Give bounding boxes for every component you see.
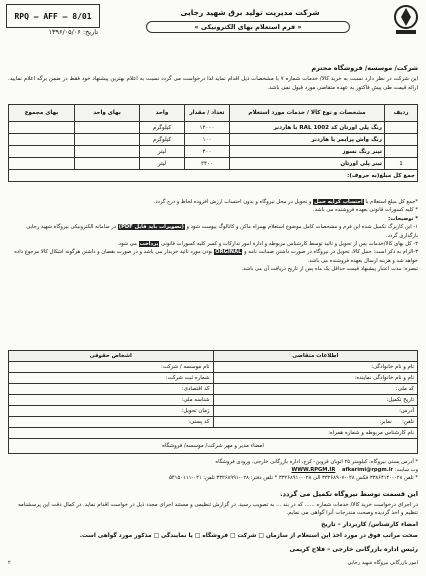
total-row [9, 170, 418, 182]
col-unit-price: بهای واحد [75, 105, 140, 122]
website-link[interactable]: WWW.RPGM.IR [291, 467, 336, 473]
row-unit: کیلوگرم [140, 134, 185, 146]
department-head: رئیس اداره بازرگانی خارجی – فلاح کریمی [289, 546, 418, 553]
table-row [9, 146, 418, 158]
page-number: ۲ [8, 560, 11, 566]
web-email-line [8, 466, 418, 474]
contact-section [8, 458, 418, 482]
supplier-header: اطلاعات متقاضی [213, 351, 418, 362]
form-title: « فرم استعلام بهای الکترونیکی » [146, 21, 350, 33]
intro-paragraph: این شرکت در نظر دارد نسبت به خرید کالا/ خدمات شماره ۷ با مشخصات ذیل اقدام نماید لذا درخواست می گردد نسبت به اعلام بهترین پیشنهاد خود فقط در ضمن برگه اعلام نمایید. ارائه قیمت طی پیش فاکتور به عهده متقاضی مورد قبول نمی باشد. [8, 76, 418, 91]
signature-field[interactable]: امضاء مدیر و مهر شرکت/ موسسه/ فروشگاه [9, 439, 418, 454]
note-shipping [8, 198, 418, 206]
completion-text: در اجرای درخواست خرید کالا/ خدمات شماره ...... که در بند ... به تصویب رسید. در گزارش تنظیمی و مستند اجرای مجدد ذیل در خواست اقدام نماید. در کمال دقت این پرسشنامه تنظیم و اخذ گردیده وصحت مندرجات آنرا گواهی می نمایم. [18, 502, 418, 516]
approval-statement: صحت مراتب فوق در مورد اخذ این استعلام از سازمان □ شرکت □ فروشگاه □ یا نمایندگی □ مذکور مورد گواهی است. [79, 533, 418, 539]
responsible-person-field[interactable]: نام کارشناس مربوطه و شماره همراه: [9, 428, 418, 439]
row-description: رنگ پلی اورتان کد RAL 1002 با هاردنر [230, 122, 385, 134]
row-unit-price[interactable] [75, 122, 140, 134]
date-label: تاریخ: [82, 28, 98, 36]
row-quantity: ۱۴۰۰۰ [185, 122, 230, 134]
footer [8, 560, 418, 566]
email-link[interactable]: afkarimi@rpgm.ir [341, 467, 394, 473]
row-index [385, 122, 418, 134]
info-row [9, 395, 418, 406]
row-unit-price[interactable] [75, 134, 140, 146]
reg-no-field[interactable]: شماره ثبت شرکت: [9, 373, 214, 384]
row-unit-price[interactable] [75, 158, 140, 170]
note-highlight: احتساب کرایه حمل [314, 199, 363, 205]
postal-address: * آدرس پستی نیروگاه: کیلومتر ۲۵ اتوبان قزوین- کرج، اداره بازرگانی خارجی، ورودی فروشگاه [215, 459, 418, 465]
phone-field[interactable] [213, 417, 418, 428]
delivery-time-field[interactable]: زمان تحویل: [9, 406, 214, 417]
row-quantity: ۱۰۰ [185, 134, 230, 146]
row-index [385, 134, 418, 146]
col-description: مشخصات و نوع کالا / خدمات مورد استعلام [230, 105, 385, 122]
economic-code-field[interactable]: کد اقتصادی: [9, 384, 214, 395]
note-text: در سامانه الکترونیکی نیروگاه شهید رجایی بارگذاری گردد. [26, 224, 418, 239]
fax-label: نمابر: [379, 419, 392, 425]
notes-title-text: * توضیحات: [388, 215, 418, 222]
total-in-words-label[interactable]: جمع کل مبلغ(به حروف): [9, 170, 418, 182]
address-field[interactable]: آدرس: [213, 406, 418, 417]
note-highlight: ORGINAL [215, 249, 242, 256]
completion-title: این قسمت توسط نیروگاه تکمیل می گردد. [280, 490, 418, 498]
info-row [9, 439, 418, 454]
note-validity: تبصره: مدت اعتبار پیشنهاد قیمت حداقل یک ماه پس از تاریخ دریافت آن می باشد. [241, 266, 418, 273]
row-description: رنگ واش پرایمر با هاردنر [230, 134, 385, 146]
row-unit-price[interactable] [75, 146, 140, 158]
info-row [9, 373, 418, 384]
row-description: تینر رنگ نسوز [230, 146, 385, 158]
row-unit: لیتر [140, 158, 185, 170]
row-description: تینر پلی اورتان [230, 158, 385, 170]
info-row [9, 406, 418, 417]
note-text: ۳-الزام به ذکر است: حمل کالا، تحویل در نیروگاه در صورت داشتن ضمانت نامه و [242, 249, 418, 256]
note-2 [8, 240, 418, 248]
col-unit: واحد [140, 105, 185, 122]
rep-name-field[interactable]: نام و نام خانوادگی نماینده: [213, 373, 418, 384]
note-text: *جمع کل مبلغ استعلام با [363, 199, 418, 205]
items-header-row [9, 105, 418, 122]
row-quantity: ۴۰۰ [185, 146, 230, 158]
phone-label: تلفن: [402, 419, 414, 425]
header [6, 4, 420, 60]
info-row [9, 417, 418, 428]
row-unit: کیلوگرم [140, 122, 185, 134]
info-row [9, 384, 418, 395]
row-unit: لیتر [140, 146, 185, 158]
postal-code-field[interactable]: کد پستی: [9, 417, 214, 428]
legal-entity-header: اشخاص حقوقی [9, 351, 214, 362]
row-total-price[interactable] [9, 146, 75, 158]
national-code-field[interactable]: کد ملی: [213, 384, 418, 395]
form-date [6, 28, 98, 42]
info-row [9, 428, 418, 439]
table-row [9, 122, 418, 134]
row-total-price[interactable] [9, 134, 75, 146]
row-total-price[interactable] [9, 158, 75, 170]
note-text: می شود. [117, 241, 139, 248]
national-id-field[interactable]: شناسه ملی: [9, 395, 214, 406]
note-text: و تحویل در محل نیروگاه و بدون احتساب ارزش افزوده لحاظ و درج گردد. [153, 199, 314, 205]
web-label: وب سایت: [394, 467, 418, 473]
footer-company: امور بازرگانی نیروگاه شهید رجایی [347, 560, 418, 566]
note-text: ۲- کل بهای کالا/خدمات پس از تحویل و تائید توسط کارشناس مربوطه و اداره امور تدارکات و کسر کلیه کسورات قانونی [159, 241, 418, 248]
note-highlight: (تصویرات باید فایل PDF) [118, 224, 184, 231]
salutation: شرکت/ موسسه/ فروشگاه محترم [311, 64, 418, 72]
row-quantity: ۳۴۰۰ [185, 158, 230, 170]
col-quantity: تعداد / مقدار [185, 105, 230, 122]
note-1 [8, 223, 418, 240]
info-header-row [9, 351, 418, 362]
completion-date-field[interactable]: تاریخ تکمیل: [213, 395, 418, 406]
notes-title [8, 215, 418, 223]
phone-line: * تلفن ۰۲۸-۳۳۸۶۴۱۴۰ فکس ۰۲۸-۳۳۲۶۸۹۰۷ الی ۰۲۸-۳۳۲۶۸۹۱۰ * تلفن دفتر: ۰۲۸-۳۳۲۶۸۹۹۱ تلفن: ۰۲۱-۵۴۱۵۰۱۱۱ [169, 475, 418, 481]
table-row [9, 158, 418, 170]
note-3 [8, 248, 418, 265]
company-logo-icon [392, 4, 420, 36]
name-field[interactable]: نام و نام خانوادگی: [213, 362, 418, 373]
date-value: ۱۳۹۶/۰۵/۰۶ [48, 28, 81, 36]
note-text: ۱- این کاربرگ تکمیل شده این فرم و مشخصات کامل موضوع استعلام بهمراه ماکن و کاتالوگ پیوست شود و [184, 224, 418, 231]
row-index: 1 [385, 158, 418, 170]
note-text: بودن مورد تائید خریدار می باشد و در صورت نقصان و داشتن هرگونه اشکال کالا مرجوع داده خواهد شد و هزینه ارسال بعهده فروشنده می باشد. [14, 249, 418, 264]
info-row [9, 362, 418, 373]
expert-signature: امضاء کارشناس/ کاربردار – تاریخ [321, 521, 418, 528]
supplier-info-table [8, 350, 418, 454]
col-index: ردیف [385, 105, 418, 122]
table-row [9, 134, 418, 146]
company-name-field[interactable]: نام موسسه / شرکت: [9, 362, 214, 373]
company-name: شرکت مدیریت تولید برق شهید رجایی [180, 8, 320, 17]
row-total-price[interactable] [9, 122, 75, 134]
items-table [8, 104, 418, 182]
col-total-price: بهای مجموع [9, 105, 75, 122]
form-code: RPQ – AFF – 8/01 [6, 4, 100, 28]
note-deductions: * کلیه کسورات قانونی بعهده فروشنده می باشد. [312, 207, 418, 214]
notes-section [8, 198, 418, 274]
note-highlight: پرداخت [139, 241, 159, 248]
row-index [385, 146, 418, 158]
